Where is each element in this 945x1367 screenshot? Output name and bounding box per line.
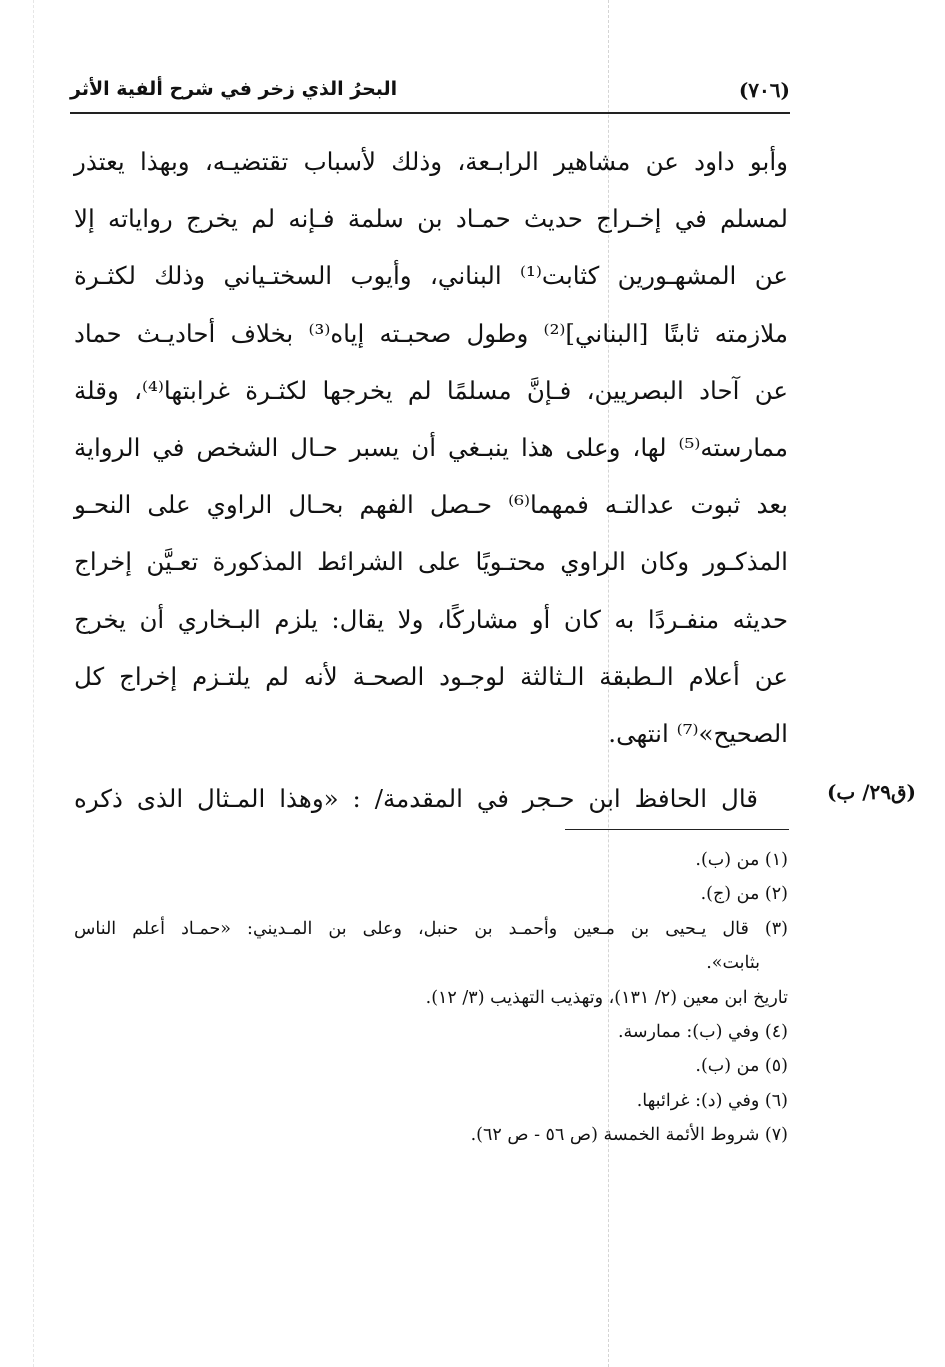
footnote: (٦) وفي (د): غرائبها. xyxy=(636,1090,788,1111)
footnote-separator xyxy=(565,829,789,830)
page-header xyxy=(70,72,790,108)
text-line: لمسلم في إخـراج حديث حمـاد بن سلمة فـإنه لم يخرج رواياته إلا xyxy=(74,204,788,234)
text-line: ملازمته ثابتًا [البناني]⁽²⁾ وطول صحبـته إياه⁽³⁾ بخلاف أحاديـث حماد xyxy=(74,318,788,348)
text-line: وأبو داود عن مشاهير الرابـعة، وذلك لأسباب تقتضيـه، وبهذا يعتذر xyxy=(74,147,788,176)
footnote-reference: تاريخ ابن معين (٢/ ١٣١)، وتهذيب التهذيب (٣/ ١٢). xyxy=(425,987,788,1008)
footnote: (١) من (ب). xyxy=(695,850,788,870)
text-line: عن أعلام الـطبقة الـثالثة لوجـود الصحـة لأنه لم يلتـزم إخراج كل xyxy=(74,661,788,691)
scan-edge-line xyxy=(33,0,34,1367)
text-line: ممارسته⁽⁵⁾ لها، وعلى هذا ينبـغي أن يسبر حـال الشخص في الرواية xyxy=(74,432,788,462)
text-line: عن آحاد البصريين، فـإنَّ مسلمًا لم يخرجها لكثـرة غرابتها⁽⁴⁾، وقلة xyxy=(74,375,788,405)
footnote: (٥) من (ب). xyxy=(695,1056,788,1077)
manuscript-margin-note: (ق٢٩/ ب) xyxy=(826,780,916,804)
quote-paragraph-start: قال الحافظ ابن حـجر في المقدمة/ : «وهذا المـثال الذى ذكره xyxy=(74,784,758,813)
footnote: (٧) شروط الأئمة الخمسة (ص ٥٦ - ص ٦٢). xyxy=(470,1125,788,1146)
text-line: الصحيح»⁽⁷⁾ انتهى. xyxy=(608,718,788,748)
text-line: عن المشهـورين كثابت⁽¹⁾ البناني، وأيوب السختـياني وذلك لكثـرة xyxy=(74,261,788,291)
footnote: (٣) قال يـحيى بن مـعين وأحمـد بن حنبل، وعلى بن المـديني: «حمـاد أعلم الناس xyxy=(74,918,788,939)
text-line: حديثه منفـردًا به كان أو مشاركًا، ولا يقال: يلزم البـخاري أن يخرج xyxy=(74,604,788,634)
footnote: (٤) وفي (ب): ممارسة. xyxy=(617,1022,788,1043)
footnote: (٢) من (ج). xyxy=(700,884,788,905)
page-number: (٧٠٦) xyxy=(738,78,790,102)
header-rule xyxy=(70,112,790,114)
footnote-continuation: بثابت». xyxy=(706,953,760,974)
text-line: المذكـور وكان الراوي محتـويًا على الشرائط المذكورة تعـيَّن إخراج xyxy=(74,547,788,577)
text-line: بعد ثبوت عدالتـه فمهما⁽⁶⁾ حـصل الفهم بحـال الراوي على النحـو xyxy=(74,490,788,520)
footnotes xyxy=(74,843,788,1153)
running-title: البحرُ الذي زخر في شرح ألفية الأثر xyxy=(70,78,398,100)
main-text xyxy=(74,133,788,762)
